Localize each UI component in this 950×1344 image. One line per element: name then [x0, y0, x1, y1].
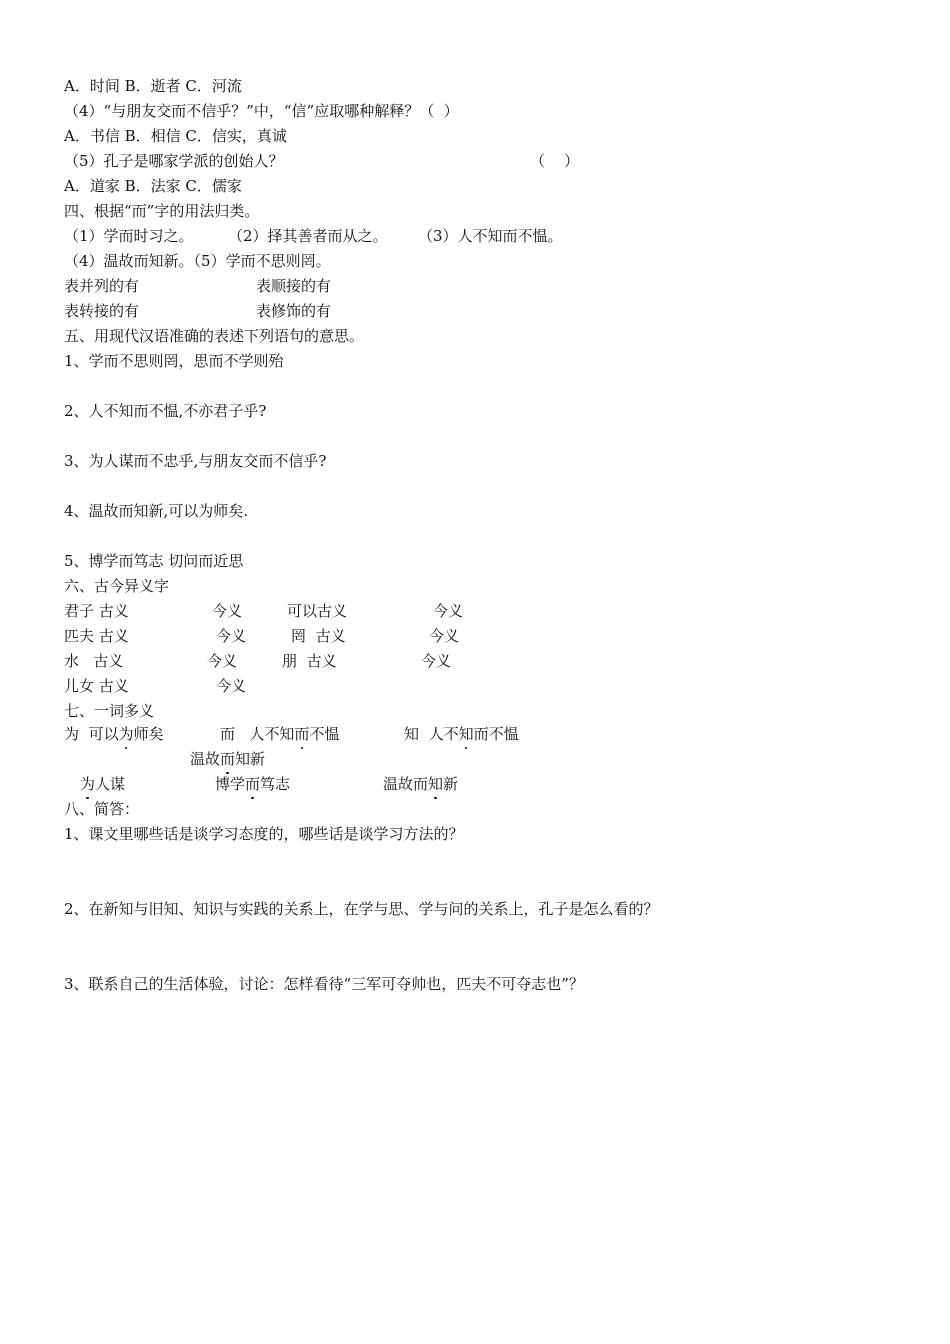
word-ernv: 儿女 古义 — [64, 677, 129, 695]
section5-item-3: 3、为人谋而不忠乎,与朋友交而不信乎? — [64, 452, 327, 470]
emphasis-dot-er-3: 而 — [245, 775, 261, 793]
section5-item-5: 5、博学而笃志 切问而近思 — [64, 552, 244, 570]
category-sequential: 表顺接的有 — [256, 277, 332, 295]
section8-question-2: 2、在新知与旧知、知识与实践的关系上，在学与思、学与问的关系上，孔子是怎么看的？ — [64, 900, 659, 918]
section4-items-row2: （4）温故而知新。（5）学而不思则罔。 — [64, 252, 331, 270]
section8-question-3: 3、联系自己的生活体验，讨论：怎样看待“三军可夺帅也，匹夫不可夺志也”？ — [64, 975, 584, 993]
emphasis-dot-zhi-1: 知 — [458, 725, 474, 743]
word-pifu: 匹夫 古义 — [64, 627, 129, 645]
q3-options: A．时间 B．逝者 C．河流 — [64, 77, 242, 95]
polysemy-zhi: 知 人不知而不愠 — [404, 725, 519, 743]
section4-title: 四、根据“而”字的用法归类。 — [64, 202, 260, 220]
emphasis-dot-er-1: 而 — [294, 725, 310, 743]
category-parallel: 表并列的有 — [64, 277, 140, 295]
section7-title: 七、一词多义 — [64, 702, 155, 720]
q4-options: A．书信 B．相信 C．信实，真诚 — [64, 127, 287, 145]
polysemy-er: 而 人不知而不愠 — [220, 725, 340, 743]
shui-modern-label: 今义 — [207, 652, 238, 670]
polysemy-zhi-example-2: 温故而知新 — [383, 775, 459, 793]
section5-item-2: 2、人不知而不愠,不亦君子乎? — [64, 402, 267, 420]
polysemy-er-example-3: 博学而笃志 — [215, 775, 291, 793]
section4-item-2: （2）择其善者而从之。 — [228, 227, 388, 245]
emphasis-dot-zhi-2: 知 — [428, 775, 444, 793]
section6-title: 六、古今异义字 — [64, 577, 170, 595]
q5-answer-bracket: （ ） — [530, 152, 580, 170]
word-wang: 罔 古义 — [291, 627, 346, 645]
emphasis-dot-wei-2: 为 — [80, 775, 96, 793]
section5-item-1: 1、学而不思则罔，思而不学则殆 — [64, 352, 284, 370]
word-peng: 朋 古义 — [282, 652, 337, 670]
word-keyi: 可以古义 — [287, 602, 348, 620]
polysemy-er-example-2: 温故而知新 — [190, 750, 266, 768]
emphasis-dot-er-2: 而 — [220, 750, 236, 768]
category-adversative: 表转接的有 — [64, 302, 140, 320]
emphasis-dot-wei-1: 为 — [118, 725, 134, 743]
word-shui: 水 古义 — [64, 652, 124, 670]
q4-question: （4）“与朋友交而不信乎？”中，“信”应取哪种解释？（ ） — [64, 102, 459, 120]
section4-item-1: （1）学而时习之。 — [64, 227, 194, 245]
polysemy-wei-example-2: 为人谋 — [80, 775, 126, 793]
junzi-modern-label: 今义 — [212, 602, 243, 620]
keyi-modern-label: 今义 — [433, 602, 464, 620]
polysemy-wei: 为 可以为师矣 — [64, 725, 164, 743]
section8-question-1: 1、课文里哪些话是谈学习态度的，哪些话是谈学习方法的？ — [64, 825, 464, 843]
section4-item-3: （3）人不知而不愠。 — [418, 227, 563, 245]
section8-title: 八、简答： — [64, 800, 140, 818]
q5-question: （5）孔子是哪家学派的创始人？ — [64, 152, 284, 170]
word-junzi: 君子 古义 — [64, 602, 129, 620]
section5-title: 五、用现代汉语准确的表述下列语句的意思。 — [64, 327, 365, 345]
section5-item-4: 4、温故而知新,可以为师矣. — [64, 502, 249, 520]
wang-modern-label: 今义 — [429, 627, 460, 645]
q5-options: A．道家 B．法家 C．儒家 — [64, 177, 242, 195]
ernv-modern-label: 今义 — [216, 677, 247, 695]
pifu-modern-label: 今义 — [216, 627, 247, 645]
peng-modern-label: 今义 — [421, 652, 452, 670]
category-modifying: 表修饰的有 — [256, 302, 332, 320]
